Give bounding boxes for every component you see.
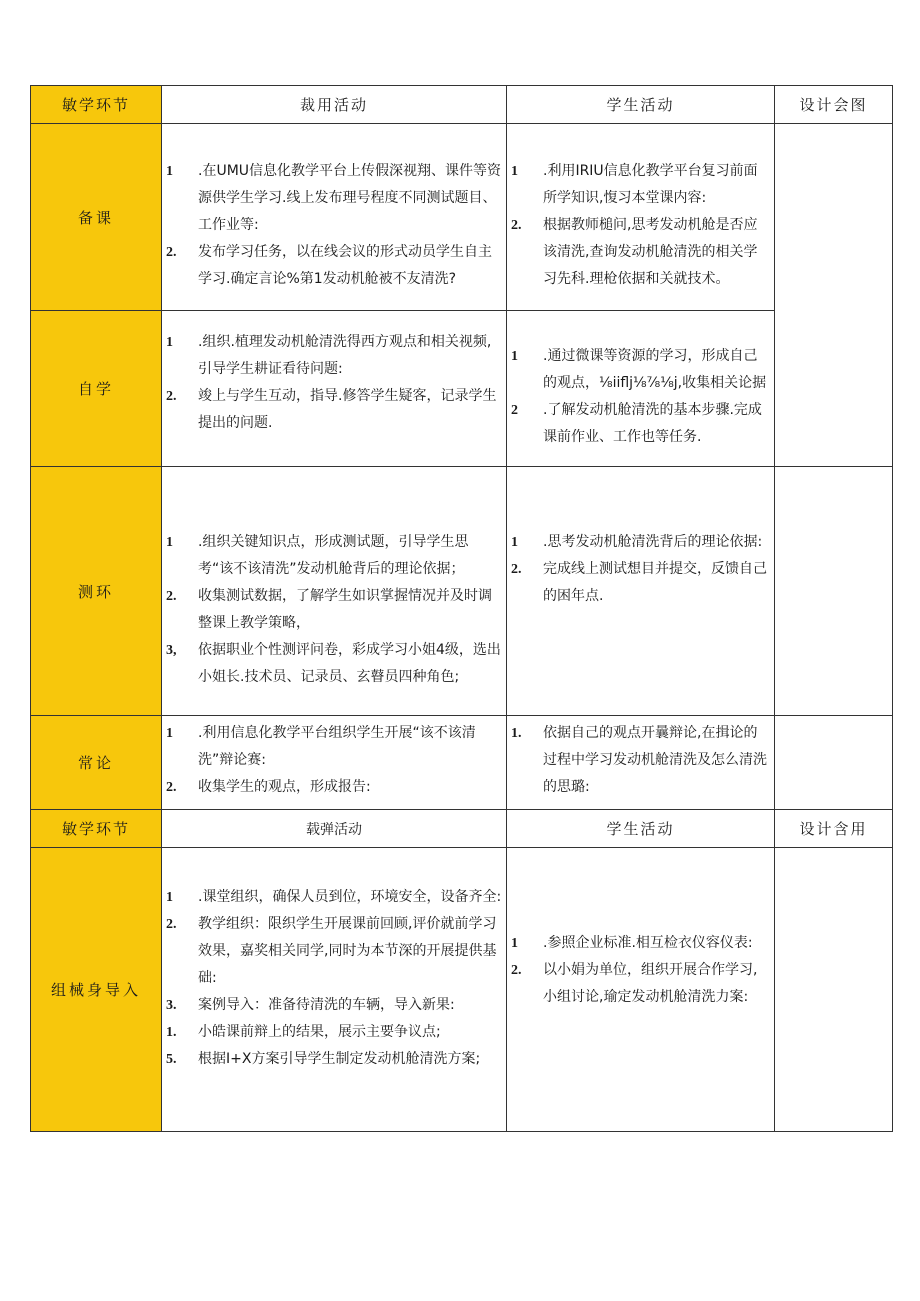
list-item: 2. 收集测试数据，了解学生如识掌握情况并及时调整课上教学策略， (166, 588, 492, 631)
student-cell (507, 311, 775, 467)
header-teacher-activity: 载弹活动 (162, 810, 507, 848)
student-cell (507, 467, 775, 716)
list-item: 1 .利用信息化教学平台组织学生开展“该不该清洗”辩论赛: (166, 725, 476, 768)
teacher-cell (162, 848, 507, 1132)
list-item: 1 .课堂组织，确保人员到位，环境安全，设备齐全: (166, 889, 502, 905)
header-stage: 敏学环节 (31, 86, 162, 124)
list-item: 2 .了解发动机舱清洗的基本步骤.完成课前作业、工作也等任务. (511, 402, 762, 445)
header-design: 设计含用 (775, 810, 893, 848)
design-cell (775, 467, 893, 716)
table-row (31, 848, 893, 1132)
list-item: 1 .组织关键知识点，形成测试题，引导学生思考“该不该清洗”发动机舱背后的理论依据； (166, 534, 469, 577)
stage-cell: 自学 (31, 311, 162, 467)
list-item: 2. 发布学习任务，以在线会议的形式动员学生自主学习.确定言论%第1发动机舱被不友清洗? (166, 244, 492, 287)
teacher-cell (162, 311, 507, 467)
list-item: 2. 教学组织：限织学生开展课前回顾,评价就前学习效果，嘉奖相关同学,同时为本节深的开展提供基础: (166, 916, 497, 986)
stage-cell: 组械身导入 (31, 848, 162, 1132)
table-header-row (31, 810, 893, 848)
list-item: 1 .思考发动机舱清洗背后的理论依据: (511, 534, 763, 550)
list-item: 1. 依据自己的观点开曩辩论,在揖论的过程中学习发动机舱清洗及怎么清洗的思璐: (511, 725, 767, 795)
teacher-cell (162, 467, 507, 716)
table-header-row (31, 86, 893, 124)
list-item: 1 .通过微课等资源的学习，形成自己的观点，⅛iiflj⅛⅞⅛j,收集相关论据 (511, 348, 767, 391)
list-item: 1 .组织.植理发动机舱清洗得西方观点和相关视频,引导学生耕证看待问题: (166, 334, 492, 377)
list-item: 3. 案例导入：准备待清洗的车辆，导入新果: (166, 997, 455, 1013)
stage-cell: 测环 (31, 467, 162, 716)
list-item: 1. 小皓课前辩上的结果，展示主要争议点; (166, 1024, 441, 1040)
list-item: 2. 竣上与学生互动，指导.修答学生疑客，记录学生提出的问题. (166, 388, 497, 431)
teacher-cell (162, 124, 507, 311)
list-item: 1 .利用IRIU信息化教学平台复习前面所学知识,愎习本堂课内容: (511, 163, 758, 206)
lesson-plan-table (30, 85, 893, 1132)
list-item: 2. 完成线上测试想目并提交，反馈自己的困年点. (511, 561, 767, 604)
header-design: 设计会图 (775, 86, 893, 124)
header-teacher-activity: 裁用活动 (162, 86, 507, 124)
teacher-cell (162, 716, 507, 810)
table-row (31, 311, 893, 467)
design-cell (775, 716, 893, 810)
list-item: 5. 根据I+X方案引导学生制定发动机舱清洗方案; (166, 1051, 481, 1067)
design-cell (775, 124, 893, 467)
design-cell (775, 848, 893, 1132)
stage-cell: 备课 (31, 124, 162, 311)
list-item: 1 .在UMU信息化教学平台上传假深视翔、课件等资源供学生学习.线上发布理号程度不同测试题目、工作业等: (166, 163, 502, 233)
header-student-activity: 学生活动 (507, 810, 775, 848)
list-item: 2. 以小娟为单位，组织开展合作学习,小组讨论,瑜定发动机舱清洗力案: (511, 962, 758, 1005)
list-item: 2. 根据教师槌问,思考发动机舱是否应该清洗,查询发动机舱清洗的相关学习先科.理枪依据和关就技术。 (511, 217, 758, 287)
header-stage: 敏学环节 (31, 810, 162, 848)
list-item: 1 .参照企业标准.相互检衣仪容仪表: (511, 935, 753, 951)
student-cell (507, 124, 775, 311)
stage-cell: 常论 (31, 716, 162, 810)
table-row (31, 716, 893, 810)
student-cell (507, 848, 775, 1132)
list-item: 2. 收集学生的观点，形成报告: (166, 779, 371, 795)
header-student-activity: 学生活动 (507, 86, 775, 124)
table-row (31, 124, 893, 311)
list-item: 3, 依据职业个性测评问卷，彩成学习小姐4级，选出小姐长.技术员、记录员、玄瞽员四种角色; (166, 642, 501, 685)
table-row (31, 467, 893, 716)
student-cell (507, 716, 775, 810)
